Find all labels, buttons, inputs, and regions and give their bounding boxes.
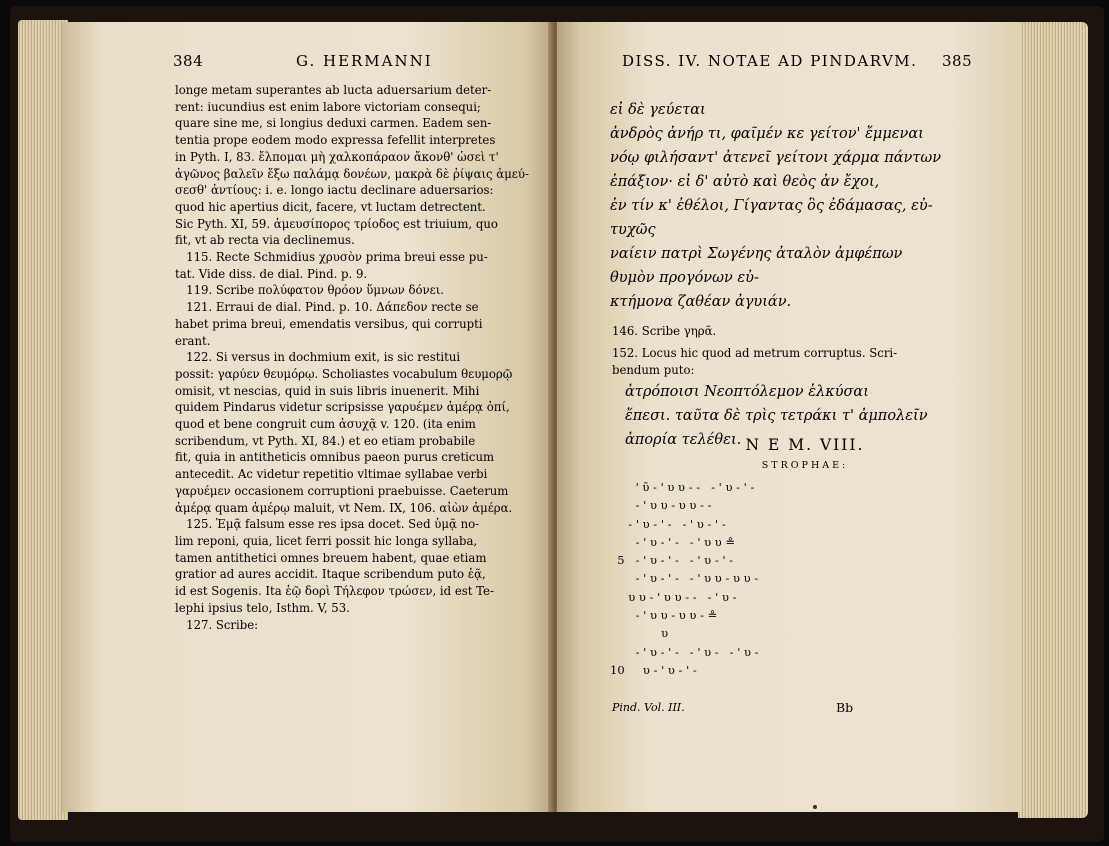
metre-line: 10 υ - ' υ - ' -	[610, 662, 697, 677]
metre-line: - ' υ υ - υ υ - ≗	[610, 608, 718, 623]
verse-line: ἐπάξιον· εἰ δ' αὐτὸ καὶ θεὸς ἀν ἔχοι,	[610, 174, 880, 190]
verse-line: ἀτρόποισι Νεοπτόλεμον ἑλκύσαι	[625, 384, 869, 400]
text-line: possit: γαρύεν θευμόρῳ. Scholiastes vocabulum θευμορῷ	[175, 366, 513, 381]
text-line: quod hic apertius dicit, facere, vt luctam detrectent.	[175, 199, 486, 214]
text-line: 115. Recte Schmidius χρυσὸν prima breui esse pu-	[175, 250, 488, 265]
metre-line: - ' υ - ' - - ' υ υ ≗	[610, 534, 736, 549]
verse-line: κτήμονα ζαθέαν ἀγυιάν.	[610, 294, 792, 310]
text-line: omisit, vt nescias, quid in suis libris inuenerit. Mihi	[175, 383, 480, 398]
text-line: 127. Scribe:	[175, 617, 259, 632]
note-152-line2: bendum puto:	[612, 363, 695, 377]
right-page-edges	[1018, 22, 1088, 818]
signature-left: Pind. Vol. III.	[612, 701, 685, 714]
ode-title: N E M. VIII.	[745, 436, 865, 454]
text-line: antecedit. Ac videtur repetitio vltimae syllabae verbi	[175, 467, 488, 482]
text-line: tamen antithetici omnes breuem habent, quae etiam	[175, 550, 487, 565]
verse-line: ἔπεσι. ταῦτα δὲ τρὶς τετράκι τ' ἀμπολεῖν	[625, 408, 928, 424]
verse-line: εἰ δὲ γεύεται	[610, 102, 706, 118]
text-line: tat. Vide diss. de dial. Pind. p. 9.	[175, 266, 368, 281]
left-page-text	[175, 82, 529, 633]
text-line: Sic Pyth. XI, 59. ἀμευσίπορος τρίοδος est triuium, quo	[175, 216, 498, 231]
text-line: ἀγῶνος βαλεῖν ἔξω παλάμᾳ δονέων, μακρὰ δὲ ῥίψαις ἀμεύ-	[175, 166, 529, 181]
metre-line: υ	[610, 626, 669, 641]
note-146: 146. Scribe γηρᾶ.	[612, 324, 717, 338]
text-line: rent: iucundius est enim labore victoriam consequi;	[175, 99, 481, 114]
right-page-number: 385	[942, 52, 973, 70]
verse-line: ἀπορία τελέθει.	[625, 432, 742, 448]
text-line: erant.	[175, 333, 211, 348]
text-line: quidem Pindarus videtur scripsisse γαρυέμεν ἀμέρᾳ ὀπί,	[175, 400, 510, 415]
right-running-head: DISS. IV. NOTAE AD PINDARVM.	[622, 52, 918, 70]
metre-line: 5 - ' υ - ' - - ' υ - ' -	[610, 553, 734, 568]
metre-line: - ' υ - ' - - ' υ - - ' υ -	[610, 644, 759, 659]
text-line: quod et bene congruit cum ἀσυχᾷ v. 120. (ita enim	[175, 417, 476, 432]
note-152-line1: 152. Locus hic quod ad metrum corruptus. Scri-	[612, 346, 898, 360]
text-line: fit, vt ab recta via declinemus.	[175, 233, 355, 248]
metre-line: - ' υ - ' - - ' υ υ - υ υ -	[610, 571, 759, 586]
verse-line: τυχῶς	[610, 222, 656, 238]
text-line: id est Sogenis. Ita ἑῷ δορὶ Τήλεφον τρώσεν, id est Te-	[175, 584, 494, 599]
verse-line: ἐν τίν κ' ἐθέλοι, Γίγαντας ὃς ἐδάμασας, εὐ-	[610, 198, 933, 214]
text-line: habet prima breui, emendatis versibus, qui corrupti	[175, 316, 483, 331]
verse-line: νόῳ φιλήσαντ' ἀτενεῖ γείτονι χάρμα πάντων	[610, 150, 942, 166]
text-line: 125. Ἐμᾷ falsum esse res ipsa docet. Sed ὑμᾷ no-	[175, 517, 480, 532]
text-line: scribendum, vt Pyth. XI, 84.) et eo etiam probabile	[175, 433, 476, 448]
text-line: quare sine me, si longius deduxi carmen. Eadem sen-	[175, 116, 492, 131]
text-line: lephi ipsius telo, Isthm. V, 53.	[175, 600, 350, 615]
metre-line: ' ῡ - ' υ υ - - - ' υ - ' -	[610, 480, 755, 494]
text-line: fit, quia in antitheticis omnibus paeon purus creticum	[175, 450, 495, 465]
text-line: lim reponi, quia, licet ferri possit hic longa syllaba,	[175, 533, 478, 548]
text-line: σεσθ' ἀντίους: i. e. longo iactu declinare aduersarios:	[175, 183, 494, 198]
metre-line: υ υ - ' υ υ - - - ' υ -	[610, 589, 737, 604]
verse-line: ἀνδρὸς ἀνήρ τι, φαῖμέν κε γείτον' ἔμμεναι	[610, 126, 924, 142]
text-line: tentia prope eodem modo expressa fefellit interpretes	[175, 133, 496, 148]
text-line: γαρυέμεν occasionem corruptioni praebuisse. Caeterum	[175, 483, 509, 498]
metrical-scheme	[610, 478, 759, 679]
text-line: ἀμέρᾳ quam ἀμέρῳ maluit, vt Nem. IX, 106. αἰὼν ἀμέρα.	[175, 500, 513, 515]
left-page-edges	[18, 20, 68, 820]
text-line: 122. Si versus in dochmium exit, is sic restitui	[175, 350, 461, 365]
left-page-number: 384	[173, 52, 204, 70]
left-running-head: G. HERMANNI	[296, 52, 433, 70]
metre-line: - ' υ υ - υ υ - -	[610, 498, 712, 513]
text-line: in Pyth. I, 83. ἔλπομαι μὴ χαλκοπάραον ἄκονθ' ὡσεὶ τ'	[175, 149, 499, 164]
verse-line: ναίειν πατρὶ Σωγένης ἀταλὸν ἀμφέπων	[610, 246, 903, 262]
verse-line: θυμὸν προγόνων εὐ-	[610, 270, 759, 286]
verse-quotation	[610, 98, 941, 314]
signature-right: Bb	[836, 700, 854, 715]
text-line: longe metam superantes ab lucta aduersarium deter-	[175, 83, 492, 97]
page-speck	[813, 805, 817, 809]
metre-line: - ' υ - ' - - ' υ - ' -	[610, 516, 726, 531]
text-line: gratior ad aures accidit. Itaque scribendum puto ἑᾷ,	[175, 567, 486, 582]
text-line: 119. Scribe πολύφατον θρόον ὕμνων δόνει.	[175, 283, 444, 298]
strophe-label: STROPHAE:	[761, 460, 849, 471]
text-line: 121. Erraui de dial. Pind. p. 10. Δάπεδον recte se	[175, 300, 479, 315]
